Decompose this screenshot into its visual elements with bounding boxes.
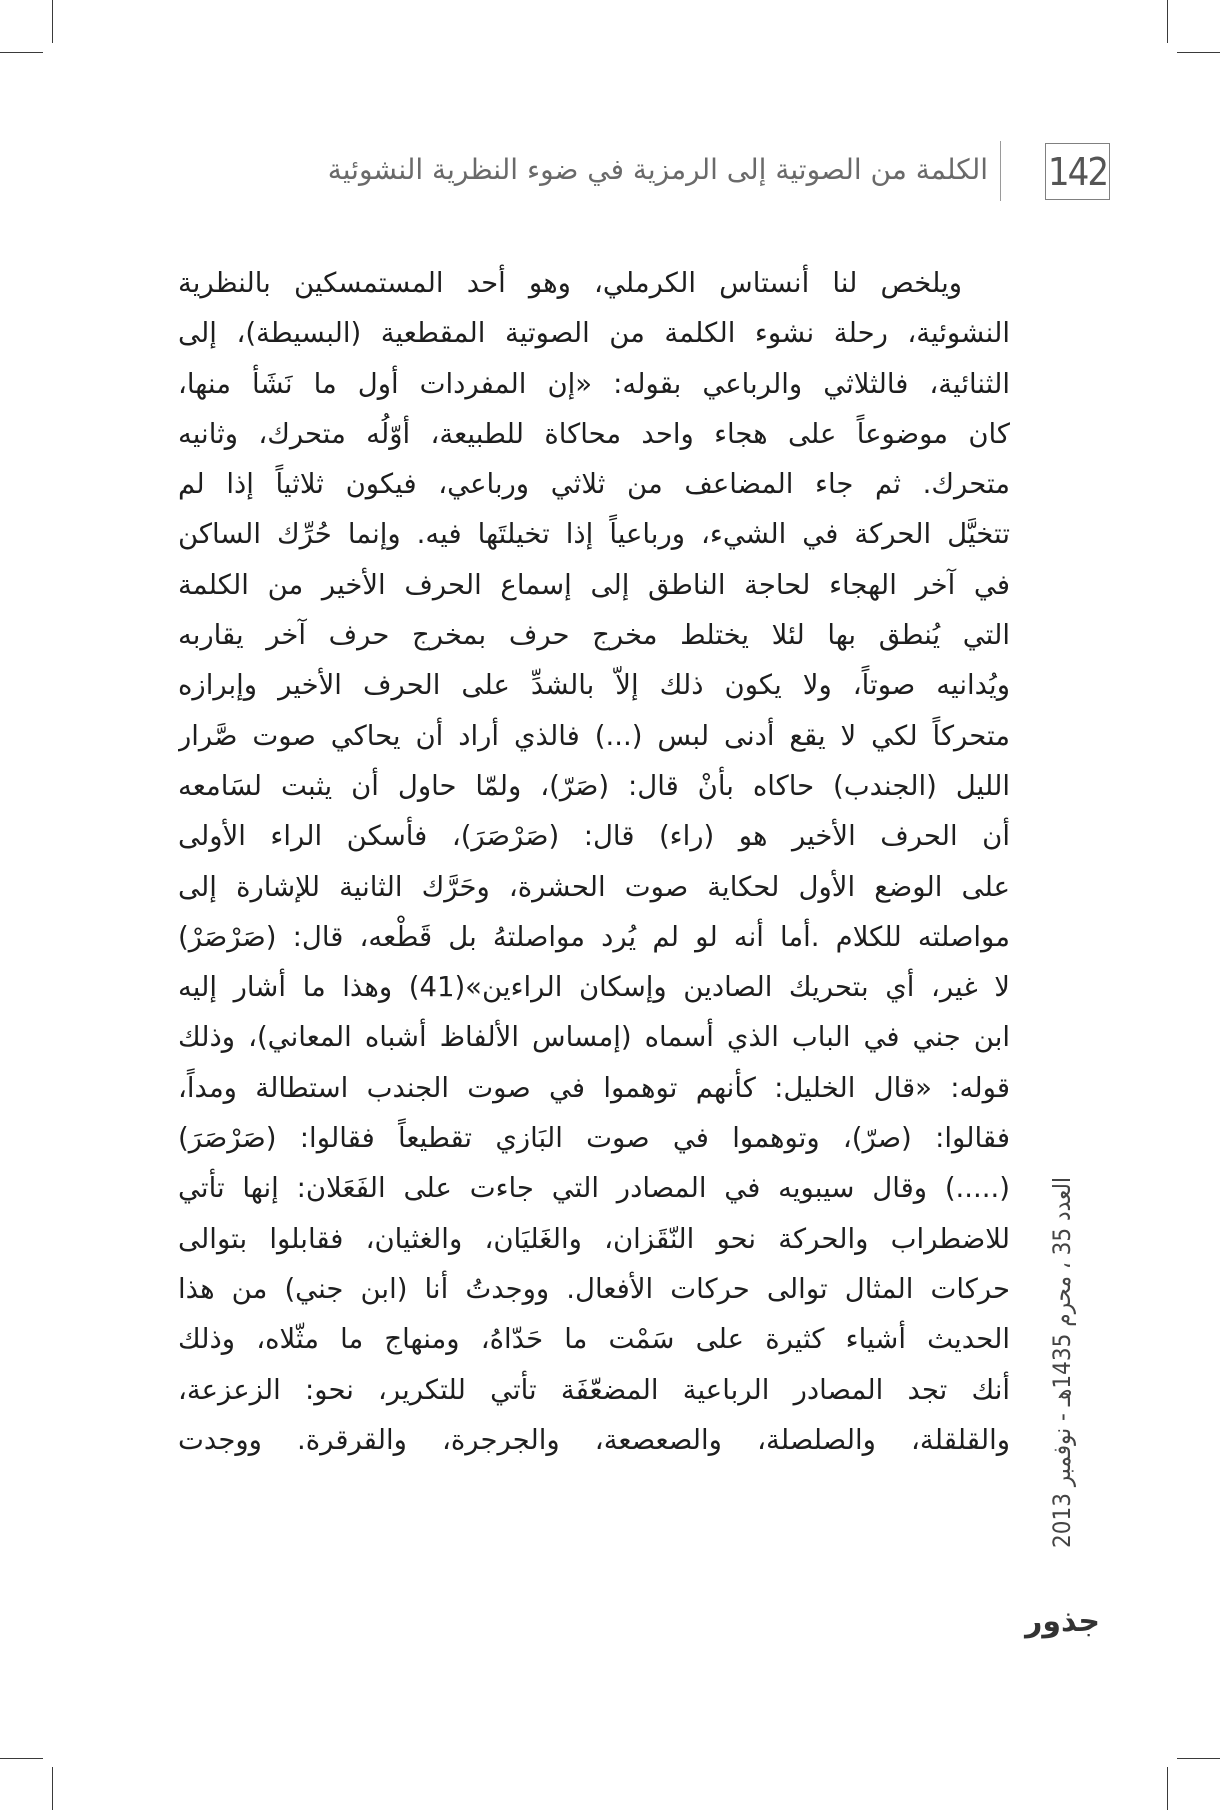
text-line: ويُدانيه صوتاً، ولا يكون ذلك إلاّ بالشدِّ على الحرف الأخير وإبرازه: [178, 669, 1010, 702]
text-line: متحركاً لكي لا يقع أدنى لبس (...) فالذي أراد أن يحاكي صوت صَّرار: [178, 719, 1010, 752]
text-line: مواصلته للكلام .أما أنه لو لم يُرد مواصلتهُ بل قَطْعه، قال: (صَرْصَرْ): [178, 920, 1010, 953]
text-line: أن الحرف الأخير هو (راء) قال: (صَرْصَرَ)، فأسكن الراء الأولى: [178, 820, 1010, 853]
crop-mark: [1177, 52, 1220, 53]
text-line: ابن جني في الباب الذي أسماه (إمساس الألفاظ أشباه المعاني)، وذلك: [178, 1021, 1010, 1054]
crop-mark: [52, 1767, 53, 1810]
text-line: الليل (الجندب) حاكاه بأنْ قال: (صَرّ)، ولمّا حاول أن يثبت لسَامعه: [178, 769, 1010, 802]
crop-mark: [1167, 1767, 1168, 1810]
text-line: لا غير، أي بتحريك الصادين وإسكان الراءين»(41) وهذا ما أشار إليه: [178, 971, 1010, 1004]
text-line: قوله: «قال الخليل: كأنهم توهموا في صوت الجندب استطالة ومداً،: [178, 1071, 1010, 1104]
text-line: التي يُنطق بها لئلا يختلط مخرج حرف بمخرج حرف آخر يقاربه: [178, 619, 1010, 652]
text-line: الحديث أشياء كثيرة على سَمْت ما حَدّاهُ، ومنهاج ما مثّلاه، وذلك: [178, 1323, 1010, 1356]
crop-mark: [1167, 0, 1168, 43]
text-line: تتخيَّل الحركة في الشيء، ورباعياً إذا تخيلتَها فيه. وإنما حُرِّك الساكن: [178, 518, 1010, 551]
text-line: على الوضع الأول لحكاية صوت الحشرة، وحَرَّك الثانية للإشارة إلى: [178, 870, 1010, 903]
crop-mark: [0, 52, 43, 53]
text-line: في آخر الهجاء لحاجة الناطق إلى إسماع الحرف الأخير من الكلمة: [178, 568, 1010, 601]
issue-info: العدد 35 ، محرم 1435هـ - نوفمبر 2013: [1048, 1177, 1076, 1548]
header-divider: [1000, 141, 1001, 201]
text-line: الثنائية، فالثلاثي والرباعي بقوله: «إن المفردات أول ما نَشَأ منها،: [178, 367, 1010, 400]
text-line: للاضطراب والحركة نحو النّقَزان، والغَليَان، والغثيان، فقابلوا بتوالى: [178, 1222, 1010, 1255]
text-line: أنك تجد المصادر الرباعية المضعّفَة تأتي للتكرير، نحو: الزعزعة،: [178, 1373, 1010, 1406]
text-line: حركات المثال توالى حركات الأفعال. ووجدتُ أنا (ابن جني) من هذا: [178, 1272, 1010, 1305]
text-line: متحرك. ثم جاء المضاعف من ثلاثي ورباعي، فيكون ثلاثياً إذا لم: [178, 468, 1010, 501]
text-line: ويلخص لنا أنستاس الكرملي، وهو أحد المستمسكين بالنظرية: [178, 267, 962, 299]
body-paragraph: [178, 258, 1010, 1465]
crop-mark: [52, 0, 53, 43]
text-line: كان موضوعاً على هجاء واحد محاكاة للطبيعة، أوّلُه متحرك، وثانيه: [178, 417, 1010, 450]
text-line: والقلقلة، والصلصلة، والصعصعة، والجرجرة، والقرقرة. ووجدت: [178, 1423, 1010, 1456]
text-line: فقالوا: (صرّ)، وتوهموا في صوت البَازي تقطيعاً فقالوا: (صَرْصَرَ): [178, 1122, 1010, 1155]
journal-logo: جذور: [1025, 1604, 1100, 1639]
crop-mark: [0, 1758, 43, 1759]
text-line: (.....) وقال سيبويه في المصادر التي جاءت على الفَعَلان: إنها تأتي: [178, 1172, 1010, 1205]
page-number: 142: [1045, 143, 1110, 200]
crop-mark: [1177, 1758, 1220, 1759]
text-line: النشوئية، رحلة نشوء الكلمة من الصوتية المقطعية (البسيطة)، إلى: [178, 317, 1010, 350]
running-title: الكلمة من الصوتية إلى الرمزية في ضوء النظرية النشوئية: [327, 153, 988, 186]
